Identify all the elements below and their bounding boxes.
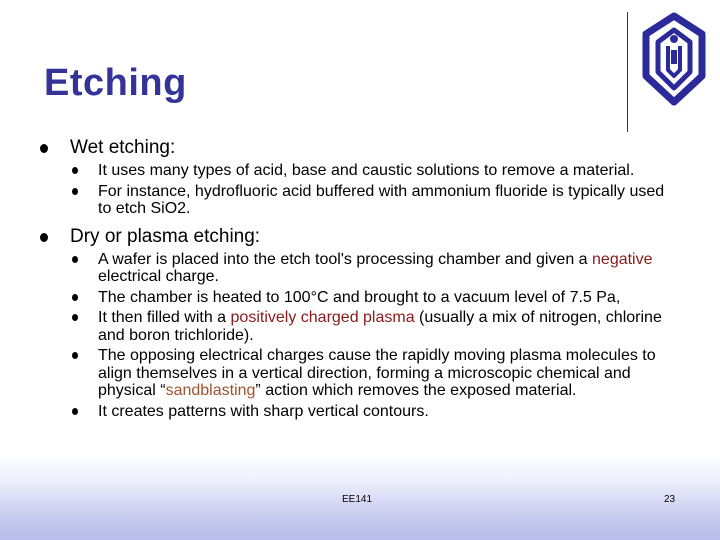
bullet-icon bbox=[72, 167, 78, 174]
list-item bbox=[40, 347, 670, 400]
highlight-text: negative bbox=[592, 250, 653, 268]
list-item-text: It creates patterns with sharp vertical contours. bbox=[98, 402, 429, 420]
list-item-text: A wafer is placed into the etch tool's processing chamber and given a negative electrical charge. bbox=[98, 250, 653, 285]
list-item bbox=[40, 183, 670, 218]
bullet-icon bbox=[72, 408, 78, 415]
bullet-icon bbox=[72, 352, 78, 359]
bullet-icon bbox=[72, 294, 78, 301]
list-item bbox=[40, 251, 670, 286]
bullet-dry-etching bbox=[40, 225, 670, 248]
bullet-icon bbox=[40, 144, 48, 153]
list-item bbox=[40, 403, 670, 421]
list-item-text: The opposing electrical charges cause the rapidly moving plasma molecules to align themselves in a vertical direction, forming a microscopic chemical and physical “sandblasting” action which removes the exposed material. bbox=[98, 347, 656, 399]
highlight-text: sandblasting bbox=[165, 382, 256, 399]
page-number: 23 bbox=[664, 494, 676, 505]
highlight-text: positively charged plasma bbox=[230, 309, 415, 326]
bullet-icon bbox=[40, 233, 48, 242]
bullet-icon bbox=[72, 188, 78, 195]
section-heading: Wet etching: bbox=[70, 137, 176, 158]
university-logo-icon bbox=[638, 12, 710, 106]
section-heading: Dry or plasma etching: bbox=[70, 225, 261, 247]
divider-line bbox=[627, 12, 628, 132]
footer-course-code: EE141 bbox=[342, 494, 373, 505]
bullet-icon bbox=[72, 314, 78, 321]
list-item bbox=[40, 309, 670, 344]
list-item-text: It uses many types of acid, base and caustic solutions to remove a material. bbox=[98, 162, 635, 179]
bullet-icon bbox=[72, 256, 78, 263]
slide-title: Etching bbox=[44, 62, 187, 104]
list-item bbox=[40, 162, 670, 180]
list-item-text: It then filled with a positively charged plasma (usually a mix of nitrogen, chlorine and boron trichloride). bbox=[98, 309, 662, 344]
list-item bbox=[40, 289, 670, 307]
bullet-wet-etching bbox=[40, 136, 670, 159]
list-item-text: For instance, hydrofluoric acid buffered with ammonium fluoride is typically used to etch SiO2. bbox=[98, 182, 665, 217]
list-item-text: The chamber is heated to 100°C and brought to a vacuum level of 7.5 Pa, bbox=[98, 288, 621, 306]
slide-content bbox=[40, 136, 670, 420]
